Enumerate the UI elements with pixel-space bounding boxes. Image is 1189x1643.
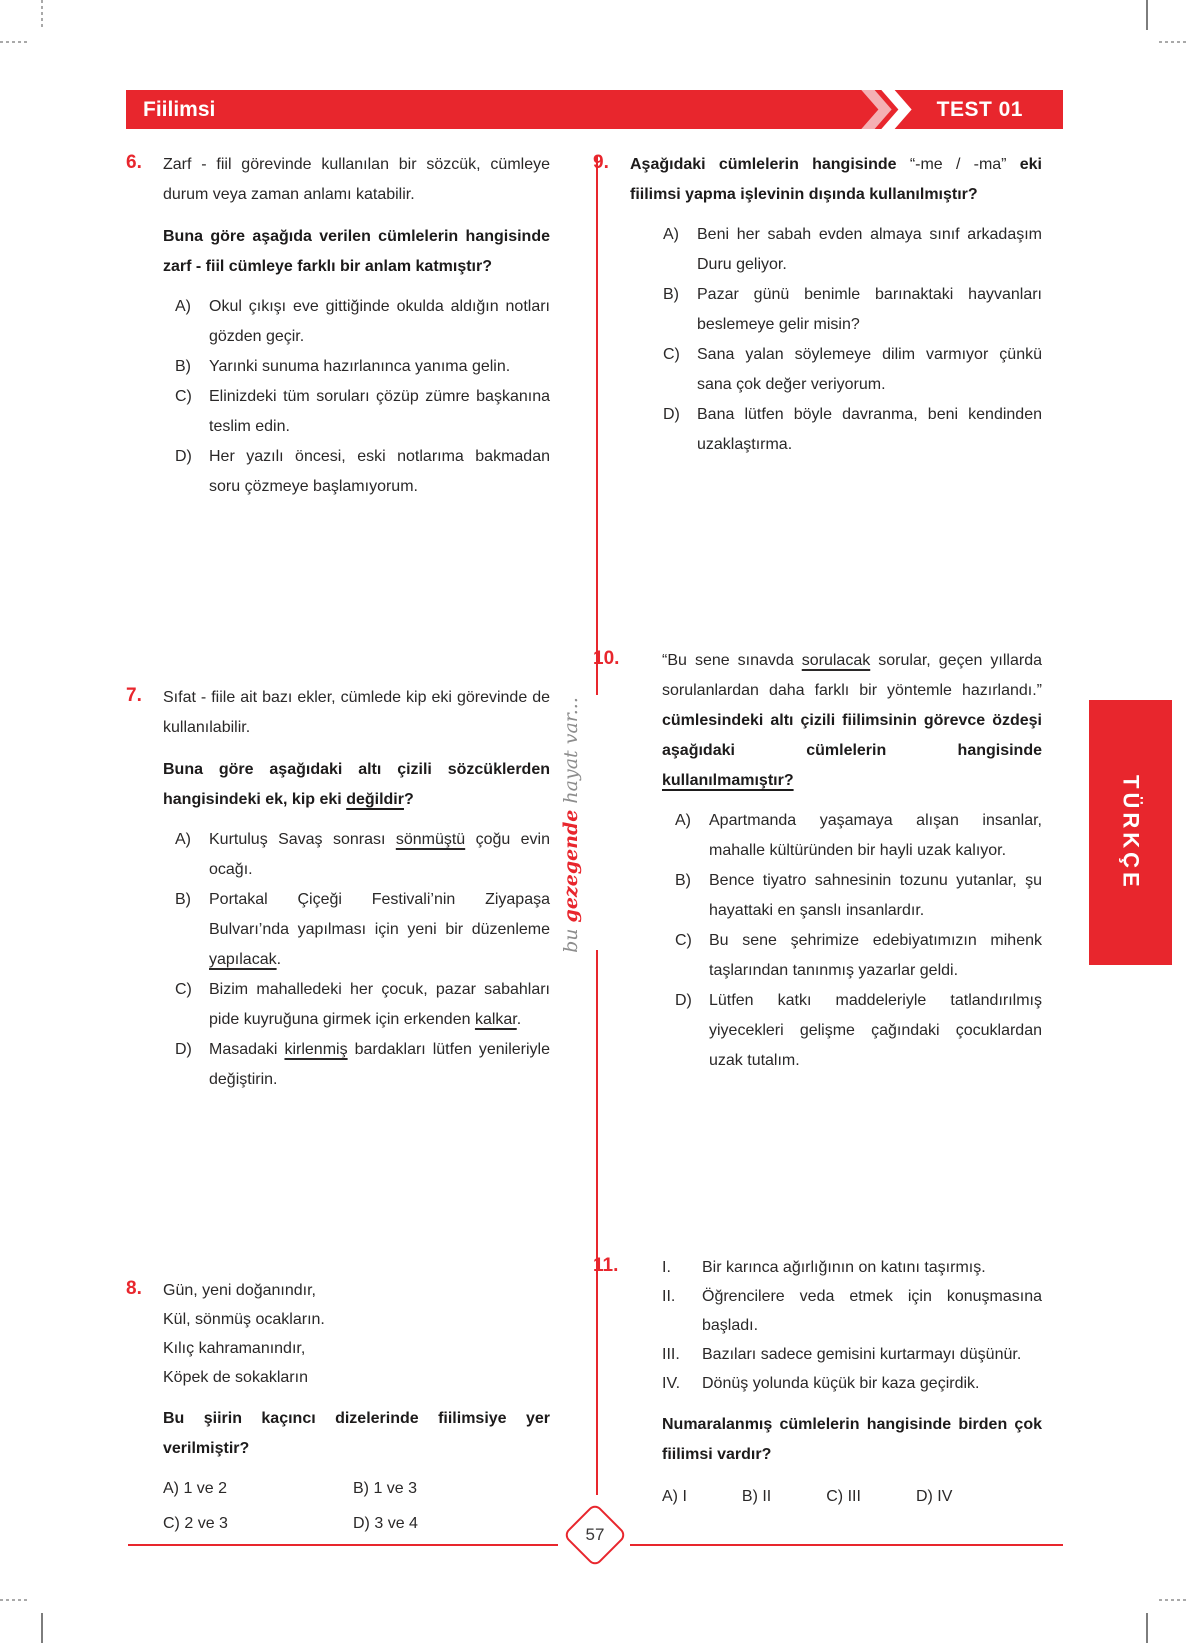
- question-number: 8.: [126, 1278, 142, 1299]
- option-label: A): [175, 298, 191, 315]
- crop-mark: [1159, 41, 1189, 43]
- option-row: [163, 1474, 353, 1504]
- question-6: [126, 150, 550, 502]
- item-label: I.: [662, 1259, 671, 1276]
- crop-mark: [0, 1599, 30, 1601]
- option-label: D): [353, 1515, 370, 1532]
- option-row: [826, 1482, 861, 1512]
- option-label: C): [175, 981, 192, 998]
- option-label: B): [663, 286, 679, 303]
- item-label: IV.: [662, 1375, 681, 1392]
- question-10: [593, 646, 1042, 1076]
- option-label: C): [163, 1515, 180, 1532]
- crop-mark: [1146, 1613, 1148, 1643]
- option-row: [663, 400, 1042, 460]
- option-text: Okul çıkışı eve gittiğinde okulda aldığın notları gözden geçir.: [209, 298, 550, 345]
- option-label: A): [662, 1488, 678, 1505]
- question-number: 10.: [593, 648, 620, 669]
- poem-line: Kül, sönmüş ocakların.: [163, 1311, 325, 1328]
- question-number: 6.: [126, 152, 142, 173]
- crop-mark: [41, 1613, 43, 1643]
- question-intro: Sıfat - fiile ait bazı ekler, cümlede kip eki görevinde de kullanılabilir.: [163, 689, 550, 736]
- option-row: [163, 1509, 353, 1539]
- option-row: [663, 340, 1042, 400]
- option-text: Apartmanda yaşamaya alışan insanlar, mahalle kültüründen bir hayli uzak kalıyor.: [709, 812, 1042, 859]
- question-9: [593, 150, 1042, 460]
- poem: [163, 1276, 550, 1392]
- option-label: D): [675, 992, 692, 1009]
- question-stem: Buna göre aşağıda verilen cümlelerin hangisinde zarf - fiil cümleye farklı bir anlam katmıştır?: [163, 228, 550, 275]
- option-row: [663, 220, 1042, 280]
- header-banner: [126, 90, 1063, 129]
- option-row: [662, 1482, 687, 1512]
- option-text: Masadaki kirlenmiş bardakları lütfen yenileriyle değiştirin.: [209, 1041, 550, 1088]
- crop-mark: [0, 41, 30, 43]
- question-number: 11.: [593, 1255, 619, 1276]
- option-label: C): [675, 932, 692, 949]
- numbered-item: [662, 1369, 1042, 1398]
- numbered-item: [662, 1253, 1042, 1282]
- option-text: Elinizdeki tüm soruları çözüp zümre başkanına teslim edin.: [209, 388, 550, 435]
- option-text: Portakal Çiçeği Festivali’nin Ziyapaşa Bulvarı’nda yapılması için yeni bir düzenleme yapılacak.: [209, 891, 550, 968]
- option-label: D): [915, 1488, 933, 1505]
- item-text: Öğrencilere veda etmek için konuşmasına başladı.: [702, 1288, 1042, 1334]
- crop-mark: [41, 0, 43, 30]
- poem-line: Kılıç kahramanındır,: [163, 1340, 306, 1357]
- option-text: 1 ve 2: [183, 1480, 228, 1497]
- question-stem: Buna göre aşağıdaki altı çizili sözcüklerden hangisindeki ek, kip eki değildir?: [163, 761, 550, 808]
- question-stem: Bu şiirin kaçıncı dizelerinde fiilimsiye yer verilmiştir?: [163, 1410, 550, 1457]
- topic-title: Fiilimsi: [143, 97, 216, 121]
- question-8: [126, 1276, 550, 1539]
- option-row: [353, 1474, 550, 1504]
- option-row: [663, 280, 1042, 340]
- option-row: [175, 825, 550, 885]
- option-row: [675, 866, 1042, 926]
- question-text: [662, 646, 1042, 796]
- question-intro: Zarf - fiil görevinde kullanılan bir sözcük, cümleye durum veya zaman anlamı katabilir.: [163, 156, 550, 203]
- option-text: Kurtuluş Savaş sonrası sönmüştü çoğu evin ocağı.: [209, 831, 551, 878]
- numbered-item: [662, 1282, 1042, 1340]
- option-text: Sana yalan söylemeye dilim varmıyor çünkü sana çok değer veriyorum.: [697, 346, 1042, 393]
- subject-tab: [1089, 700, 1172, 965]
- item-label: II.: [662, 1288, 676, 1305]
- poem-line: Gün, yeni doğanındır,: [163, 1282, 316, 1299]
- numbered-item: [662, 1340, 1042, 1369]
- page-number: 57: [585, 1525, 605, 1544]
- option-label: A): [663, 226, 679, 243]
- option-label: C): [826, 1488, 844, 1505]
- option-row: [175, 975, 550, 1035]
- option-label: C): [175, 388, 192, 405]
- question-stem: Numaralanmış cümlelerin hangisinde birden çok fiilimsi vardır?: [662, 1416, 1042, 1463]
- option-text: Bizim mahalledeki her çocuk, pazar sabahları pide kuyruğuna girmek için erkenden kalkar.: [209, 981, 550, 1028]
- option-row: [742, 1482, 771, 1512]
- poem-line: Köpek de sokakların: [163, 1369, 308, 1386]
- question-7: [126, 683, 550, 1095]
- option-row: [175, 885, 550, 975]
- option-label: B): [675, 872, 691, 889]
- option-text: 1 ve 3: [373, 1480, 418, 1497]
- option-label: D): [663, 406, 680, 423]
- crop-mark: [1146, 0, 1148, 30]
- option-text: Her yazılı öncesi, eski notlarıma bakmadan soru çözmeye başlamıyorum.: [209, 448, 550, 495]
- double-chevron-right-icon: [855, 90, 915, 129]
- option-text: III: [847, 1488, 861, 1505]
- footer-rule: [630, 1544, 1063, 1546]
- numbered-items: [662, 1253, 1042, 1398]
- test-label: TEST 01: [936, 97, 1023, 121]
- option-row: [675, 926, 1042, 986]
- option-row: [175, 1035, 550, 1095]
- option-label: B): [741, 1488, 758, 1505]
- option-label: B): [175, 891, 191, 908]
- option-row: [175, 292, 550, 352]
- option-label: A): [675, 812, 691, 829]
- option-text: Bu sene şehrimize edebiyatımızın mihenk taşlarından tanınmış yazarlar geldi.: [709, 932, 1042, 979]
- option-label: B): [175, 358, 191, 375]
- option-text: Bence tiyatro sahnesinin tozunu yutanlar, şu hayattaki en şanslı insanlardır.: [709, 872, 1042, 919]
- footer-rule: [128, 1544, 558, 1546]
- option-text: I: [682, 1488, 687, 1505]
- item-text: Dönüş yolunda küçük bir kaza geçirdik.: [702, 1375, 980, 1392]
- option-text: Bana lütfen böyle davranma, beni kendinden uzaklaştırma.: [697, 406, 1042, 453]
- option-label: D): [175, 1041, 192, 1058]
- question-11: [593, 1253, 1042, 1512]
- item-label: III.: [662, 1346, 680, 1363]
- option-text: Lütfen katkı maddeleriyle tatlandırılmış yiyecekleri gelişme çağındaki çocuklardan uzak tutalım.: [709, 992, 1042, 1069]
- option-row: [675, 806, 1042, 866]
- option-row: [353, 1509, 550, 1539]
- question-stem: cümlesindeki altı çizili fiilimsinin görevce özdeşi aşağıdaki cümlelerin hangisinde kullanılmamıştır?: [662, 712, 1042, 789]
- watermark-script-text: bu gezegende hayat var...: [560, 697, 582, 953]
- question-number: 7.: [126, 685, 142, 706]
- option-row: [675, 986, 1042, 1076]
- crop-mark: [1159, 1599, 1189, 1601]
- option-label: A): [163, 1480, 179, 1497]
- quoted-sentence: “Bu sene sınavda sorulacak sorular, geçen yıllarda sorulanlardan daha farklı bir yöntemle hazırlandı.”: [662, 652, 1042, 699]
- option-label: A): [175, 831, 191, 848]
- option-text: II: [762, 1488, 772, 1505]
- option-row: [175, 352, 550, 382]
- option-text: Yarınki sunuma hazırlanınca yanıma gelin.: [209, 358, 511, 375]
- option-text: Beni her sabah evden almaya sınıf arkadaşım Duru geliyor.: [697, 226, 1042, 273]
- item-text: Bazıları sadece gemisini kurtarmayı düşünür.: [702, 1346, 1022, 1363]
- option-text: Pazar günü benimle barınaktaki hayvanları beslemeye gelir misin?: [697, 286, 1042, 333]
- option-label: B): [353, 1480, 369, 1497]
- question-number: 9.: [593, 152, 609, 173]
- question-stem: Aşağıdaki cümlelerin hangisinde “-me / -ma” eki fiilimsi yapma işlevinin dışında kullanılmıştır?: [630, 156, 1043, 203]
- option-row: [175, 382, 550, 442]
- option-label: C): [663, 346, 680, 363]
- subject-tab-label: TÜRKÇE: [1118, 774, 1144, 891]
- item-text: Bir karınca ağırlığının on katını taşırmış.: [702, 1259, 986, 1276]
- option-text: IV: [937, 1488, 953, 1505]
- option-row: [916, 1482, 952, 1512]
- option-text: 3 ve 4: [374, 1515, 418, 1532]
- option-row: [175, 442, 550, 502]
- option-label: D): [175, 448, 192, 465]
- option-text: 2 ve 3: [184, 1515, 228, 1532]
